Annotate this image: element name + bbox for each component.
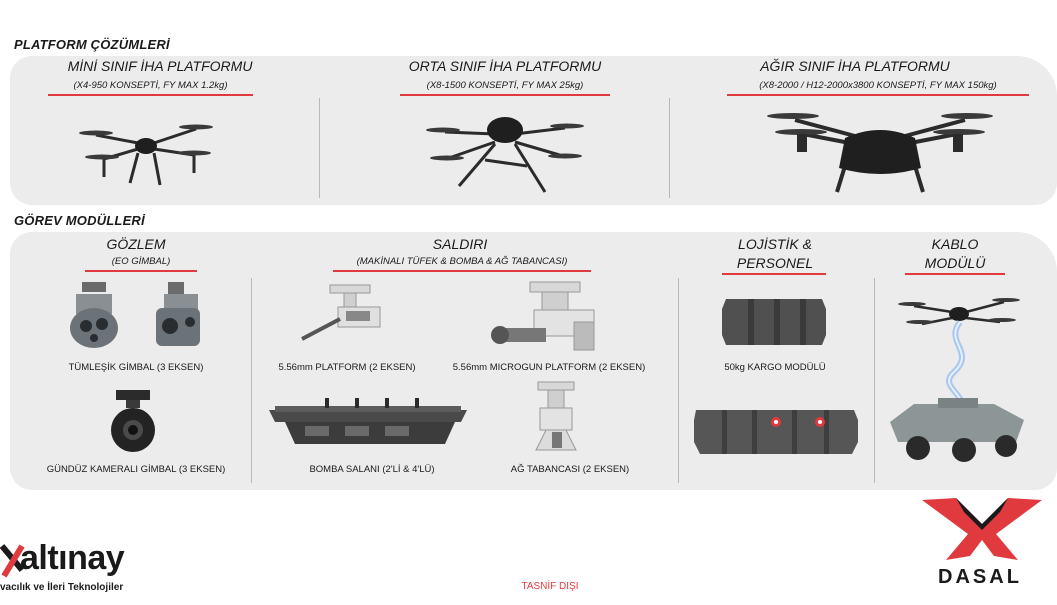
classification-label: TASNİF DIŞI	[521, 581, 579, 592]
octocopter-drone-icon	[425, 112, 585, 202]
dasal-logo-text: DASAL	[938, 566, 1022, 588]
gozlem-subtitle: (EO GİMBAL)	[85, 256, 197, 272]
dasal-logo-icon	[920, 494, 1044, 564]
saldiri-title: SALDIRI	[432, 236, 488, 252]
altinay-logo-subtext: vacılık ve İleri Teknolojiler	[0, 582, 124, 593]
saldiri-item-4: AĞ TABANCASI (2 EKSEN)	[510, 464, 630, 475]
mini-platform-subtitle: (X4-950 KONSEPTİ, FY MAX 1.2kg)	[48, 80, 253, 96]
agir-platform-subtitle: (X8-2000 / H12-2000x3800 KONSEPTİ, FY MAX 150kg)	[727, 80, 1029, 96]
platform-section-title: PLATFORM ÇÖZÜMLERİ	[14, 37, 170, 52]
saldiri-item-2: 5.56mm MICROGUN PLATFORM (2 EKSEN)	[452, 362, 646, 373]
altinay-logo-text: altınay	[20, 539, 125, 577]
kablo-title-line1: KABLO	[931, 236, 979, 252]
orta-platform-subtitle: (X8-1500 KONSEPTİ, FY MAX 25kg)	[400, 80, 610, 96]
cargo-module-icon	[720, 295, 828, 347]
divider	[678, 278, 679, 483]
microgun-platform-icon	[490, 282, 610, 358]
divider	[669, 98, 670, 198]
net-gun-icon	[528, 382, 584, 454]
integrated-gimbal-icon	[68, 280, 218, 350]
divider	[319, 98, 320, 198]
tethered-drone-vehicle-icon	[884, 292, 1034, 472]
gozlem-item-1: TÜMLEŞİK GİMBAL (3 EKSEN)	[68, 362, 204, 373]
divider	[874, 278, 875, 483]
machine-gun-platform-icon	[300, 285, 390, 345]
saldiri-subtitle: (MAKİNALI TÜFEK & BOMBA & AĞ TABANCASI)	[333, 256, 591, 272]
lojistik-item-1: 50kg KARGO MODÜLÜ	[724, 362, 826, 373]
kablo-underline	[905, 273, 1005, 275]
mini-platform-title: MİNİ SINIF İHA PLATFORMU	[67, 58, 253, 74]
agir-platform-title: AĞIR SINIF İHA PLATFORMU	[760, 58, 950, 74]
lojistik-title-line2: PERSONEL	[736, 255, 814, 271]
day-camera-gimbal-icon	[108, 390, 158, 454]
lojistik-title-line1: LOJİSTİK &	[738, 236, 812, 252]
bomb-dropper-icon	[265, 396, 470, 452]
lojistik-underline	[722, 273, 826, 275]
heavy-lift-drone-icon	[765, 108, 995, 200]
gozlem-item-2: GÜNDÜZ KAMERALI GİMBAL (3 EKSEN)	[46, 464, 226, 475]
orta-platform-title: ORTA SINIF İHA PLATFORMU	[408, 58, 602, 74]
module-section-title: GÖREV MODÜLLERİ	[14, 213, 145, 228]
personnel-capsule-icon	[692, 402, 860, 456]
kablo-title-line2: MODÜLÜ	[924, 255, 986, 271]
saldiri-item-1: 5.56mm PLATFORM (2 EKSEN)	[278, 362, 416, 373]
divider	[251, 278, 252, 483]
gozlem-title: GÖZLEM	[106, 236, 166, 252]
quadcopter-drone-icon	[76, 115, 216, 193]
saldiri-item-3: BOMBA SALANI (2'Lİ & 4'LÜ)	[309, 464, 435, 475]
